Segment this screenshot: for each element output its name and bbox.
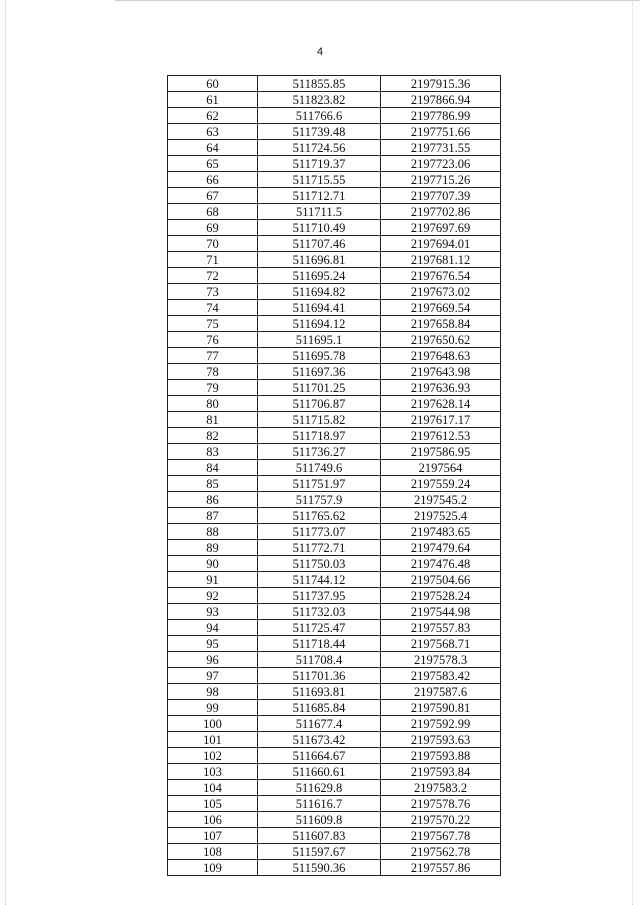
point-number-cell: 105 <box>168 796 258 812</box>
x-coordinate-cell: 511701.25 <box>258 380 381 396</box>
table-row <box>168 828 501 844</box>
x-coordinate-cell: 511736.27 <box>258 444 381 460</box>
table-row <box>168 124 501 140</box>
point-number-cell: 85 <box>168 476 258 492</box>
y-coordinate-cell: 2197593.84 <box>381 764 501 780</box>
point-number-cell: 99 <box>168 700 258 716</box>
x-coordinate-cell: 511660.61 <box>258 764 381 780</box>
table-row <box>168 716 501 732</box>
table-row <box>168 636 501 652</box>
y-coordinate-cell: 2197504.66 <box>381 572 501 588</box>
table-row <box>168 796 501 812</box>
point-number-cell: 64 <box>168 140 258 156</box>
table-row <box>168 108 501 124</box>
y-coordinate-cell: 2197583.42 <box>381 668 501 684</box>
table-row <box>168 652 501 668</box>
table-row <box>168 396 501 412</box>
table-row <box>168 620 501 636</box>
x-coordinate-cell: 511693.81 <box>258 684 381 700</box>
table-row <box>168 156 501 172</box>
y-coordinate-cell: 2197617.17 <box>381 412 501 428</box>
table-row <box>168 220 501 236</box>
y-coordinate-cell: 2197694.01 <box>381 236 501 252</box>
table-row <box>168 444 501 460</box>
x-coordinate-cell: 511696.81 <box>258 252 381 268</box>
y-coordinate-cell: 2197915.36 <box>381 76 501 92</box>
y-coordinate-cell: 2197479.64 <box>381 540 501 556</box>
y-coordinate-cell: 2197643.98 <box>381 364 501 380</box>
y-coordinate-cell: 2197866.94 <box>381 92 501 108</box>
point-number-cell: 70 <box>168 236 258 252</box>
point-number-cell: 77 <box>168 348 258 364</box>
table-row <box>168 540 501 556</box>
point-number-cell: 106 <box>168 812 258 828</box>
point-number-cell: 89 <box>168 540 258 556</box>
page-right-edge <box>632 0 633 905</box>
table-row <box>168 76 501 92</box>
y-coordinate-cell: 2197578.76 <box>381 796 501 812</box>
x-coordinate-cell: 511715.82 <box>258 412 381 428</box>
y-coordinate-cell: 2197545.2 <box>381 492 501 508</box>
x-coordinate-cell: 511685.84 <box>258 700 381 716</box>
y-coordinate-cell: 2197669.54 <box>381 300 501 316</box>
x-coordinate-cell: 511629.8 <box>258 780 381 796</box>
table-row <box>168 476 501 492</box>
table-row <box>168 172 501 188</box>
point-number-cell: 73 <box>168 284 258 300</box>
y-coordinate-cell: 2197723.06 <box>381 156 501 172</box>
y-coordinate-cell: 2197586.95 <box>381 444 501 460</box>
table-row <box>168 252 501 268</box>
table-row <box>168 204 501 220</box>
y-coordinate-cell: 2197568.71 <box>381 636 501 652</box>
table-row <box>168 524 501 540</box>
y-coordinate-cell: 2197786.99 <box>381 108 501 124</box>
x-coordinate-cell: 511725.47 <box>258 620 381 636</box>
x-coordinate-cell: 511855.85 <box>258 76 381 92</box>
x-coordinate-cell: 511710.49 <box>258 220 381 236</box>
y-coordinate-cell: 2197557.86 <box>381 860 501 876</box>
table-row <box>168 460 501 476</box>
y-coordinate-cell: 2197702.86 <box>381 204 501 220</box>
x-coordinate-cell: 511715.55 <box>258 172 381 188</box>
point-number-cell: 60 <box>168 76 258 92</box>
y-coordinate-cell: 2197648.63 <box>381 348 501 364</box>
point-number-cell: 67 <box>168 188 258 204</box>
x-coordinate-cell: 511772.71 <box>258 540 381 556</box>
y-coordinate-cell: 2197592.99 <box>381 716 501 732</box>
point-number-cell: 98 <box>168 684 258 700</box>
x-coordinate-cell: 511708.4 <box>258 652 381 668</box>
y-coordinate-cell: 2197528.24 <box>381 588 501 604</box>
point-number-cell: 107 <box>168 828 258 844</box>
table-row <box>168 188 501 204</box>
x-coordinate-cell: 511737.95 <box>258 588 381 604</box>
x-coordinate-cell: 511712.71 <box>258 188 381 204</box>
x-coordinate-cell: 511694.41 <box>258 300 381 316</box>
point-number-cell: 63 <box>168 124 258 140</box>
y-coordinate-cell: 2197628.14 <box>381 396 501 412</box>
table-row <box>168 268 501 284</box>
coordinates-table <box>167 75 501 876</box>
y-coordinate-cell: 2197587.6 <box>381 684 501 700</box>
table-row <box>168 684 501 700</box>
y-coordinate-cell: 2197559.24 <box>381 476 501 492</box>
x-coordinate-cell: 511664.67 <box>258 748 381 764</box>
point-number-cell: 82 <box>168 428 258 444</box>
x-coordinate-cell: 511749.6 <box>258 460 381 476</box>
table-row <box>168 508 501 524</box>
x-coordinate-cell: 511701.36 <box>258 668 381 684</box>
y-coordinate-cell: 2197590.81 <box>381 700 501 716</box>
table-row <box>168 348 501 364</box>
table-row <box>168 844 501 860</box>
y-coordinate-cell: 2197676.54 <box>381 268 501 284</box>
table-row <box>168 764 501 780</box>
point-number-cell: 92 <box>168 588 258 604</box>
x-coordinate-cell: 511724.56 <box>258 140 381 156</box>
table-row <box>168 316 501 332</box>
point-number-cell: 79 <box>168 380 258 396</box>
x-coordinate-cell: 511673.42 <box>258 732 381 748</box>
y-coordinate-cell: 2197636.93 <box>381 380 501 396</box>
table-row <box>168 284 501 300</box>
y-coordinate-cell: 2197681.12 <box>381 252 501 268</box>
x-coordinate-cell: 511616.7 <box>258 796 381 812</box>
point-number-cell: 75 <box>168 316 258 332</box>
table-row <box>168 364 501 380</box>
point-number-cell: 76 <box>168 332 258 348</box>
table-row <box>168 780 501 796</box>
point-number-cell: 100 <box>168 716 258 732</box>
table-row <box>168 588 501 604</box>
x-coordinate-cell: 511744.12 <box>258 572 381 588</box>
point-number-cell: 103 <box>168 764 258 780</box>
y-coordinate-cell: 2197612.53 <box>381 428 501 444</box>
x-coordinate-cell: 511609.8 <box>258 812 381 828</box>
x-coordinate-cell: 511718.44 <box>258 636 381 652</box>
point-number-cell: 78 <box>168 364 258 380</box>
y-coordinate-cell: 2197593.88 <box>381 748 501 764</box>
y-coordinate-cell: 2197578.3 <box>381 652 501 668</box>
y-coordinate-cell: 2197731.55 <box>381 140 501 156</box>
point-number-cell: 74 <box>168 300 258 316</box>
y-coordinate-cell: 2197483.65 <box>381 524 501 540</box>
table-row <box>168 604 501 620</box>
y-coordinate-cell: 2197751.66 <box>381 124 501 140</box>
point-number-cell: 69 <box>168 220 258 236</box>
point-number-cell: 80 <box>168 396 258 412</box>
table-row <box>168 492 501 508</box>
coordinates-table-body <box>168 76 501 876</box>
y-coordinate-cell: 2197583.2 <box>381 780 501 796</box>
table-row <box>168 732 501 748</box>
point-number-cell: 81 <box>168 412 258 428</box>
x-coordinate-cell: 511739.48 <box>258 124 381 140</box>
x-coordinate-cell: 511718.97 <box>258 428 381 444</box>
y-coordinate-cell: 2197557.83 <box>381 620 501 636</box>
table-row <box>168 860 501 876</box>
point-number-cell: 65 <box>168 156 258 172</box>
table-row <box>168 668 501 684</box>
point-number-cell: 68 <box>168 204 258 220</box>
x-coordinate-cell: 511751.97 <box>258 476 381 492</box>
y-coordinate-cell: 2197544.98 <box>381 604 501 620</box>
point-number-cell: 97 <box>168 668 258 684</box>
table-row <box>168 140 501 156</box>
point-number-cell: 66 <box>168 172 258 188</box>
point-number-cell: 62 <box>168 108 258 124</box>
point-number-cell: 108 <box>168 844 258 860</box>
point-number-cell: 61 <box>168 92 258 108</box>
page-number: 4 <box>316 46 324 58</box>
table-row <box>168 748 501 764</box>
y-coordinate-cell: 2197650.62 <box>381 332 501 348</box>
table-row <box>168 380 501 396</box>
y-coordinate-cell: 2197476.48 <box>381 556 501 572</box>
point-number-cell: 94 <box>168 620 258 636</box>
y-coordinate-cell: 2197697.69 <box>381 220 501 236</box>
x-coordinate-cell: 511706.87 <box>258 396 381 412</box>
x-coordinate-cell: 511766.6 <box>258 108 381 124</box>
x-coordinate-cell: 511597.67 <box>258 844 381 860</box>
y-coordinate-cell: 2197715.26 <box>381 172 501 188</box>
point-number-cell: 88 <box>168 524 258 540</box>
point-number-cell: 109 <box>168 860 258 876</box>
point-number-cell: 102 <box>168 748 258 764</box>
y-coordinate-cell: 2197570.22 <box>381 812 501 828</box>
y-coordinate-cell: 2197673.02 <box>381 284 501 300</box>
table-row <box>168 92 501 108</box>
x-coordinate-cell: 511707.46 <box>258 236 381 252</box>
y-coordinate-cell: 2197525.4 <box>381 508 501 524</box>
table-row <box>168 700 501 716</box>
x-coordinate-cell: 511757.9 <box>258 492 381 508</box>
x-coordinate-cell: 511697.36 <box>258 364 381 380</box>
x-coordinate-cell: 511823.82 <box>258 92 381 108</box>
point-number-cell: 84 <box>168 460 258 476</box>
point-number-cell: 87 <box>168 508 258 524</box>
x-coordinate-cell: 511732.03 <box>258 604 381 620</box>
x-coordinate-cell: 511590.36 <box>258 860 381 876</box>
point-number-cell: 72 <box>168 268 258 284</box>
y-coordinate-cell: 2197567.78 <box>381 828 501 844</box>
y-coordinate-cell: 2197658.84 <box>381 316 501 332</box>
y-coordinate-cell: 2197593.63 <box>381 732 501 748</box>
y-coordinate-cell: 2197564 <box>381 460 501 476</box>
point-number-cell: 71 <box>168 252 258 268</box>
x-coordinate-cell: 511694.12 <box>258 316 381 332</box>
x-coordinate-cell: 511695.24 <box>258 268 381 284</box>
table-row <box>168 428 501 444</box>
point-number-cell: 95 <box>168 636 258 652</box>
table-row <box>168 236 501 252</box>
table-row <box>168 332 501 348</box>
x-coordinate-cell: 511773.07 <box>258 524 381 540</box>
x-coordinate-cell: 511750.03 <box>258 556 381 572</box>
table-row <box>168 572 501 588</box>
x-coordinate-cell: 511719.37 <box>258 156 381 172</box>
y-coordinate-cell: 2197707.39 <box>381 188 501 204</box>
table-row <box>168 412 501 428</box>
point-number-cell: 101 <box>168 732 258 748</box>
y-coordinate-cell: 2197562.78 <box>381 844 501 860</box>
table-row <box>168 812 501 828</box>
table-row <box>168 300 501 316</box>
point-number-cell: 96 <box>168 652 258 668</box>
x-coordinate-cell: 511694.82 <box>258 284 381 300</box>
x-coordinate-cell: 511765.62 <box>258 508 381 524</box>
point-number-cell: 90 <box>168 556 258 572</box>
x-coordinate-cell: 511607.83 <box>258 828 381 844</box>
x-coordinate-cell: 511695.78 <box>258 348 381 364</box>
point-number-cell: 104 <box>168 780 258 796</box>
x-coordinate-cell: 511695.1 <box>258 332 381 348</box>
point-number-cell: 93 <box>168 604 258 620</box>
page-left-edge <box>5 0 6 905</box>
x-coordinate-cell: 511711.5 <box>258 204 381 220</box>
x-coordinate-cell: 511677.4 <box>258 716 381 732</box>
table-row <box>168 556 501 572</box>
point-number-cell: 83 <box>168 444 258 460</box>
point-number-cell: 86 <box>168 492 258 508</box>
point-number-cell: 91 <box>168 572 258 588</box>
page-top-edge <box>115 0 640 1</box>
